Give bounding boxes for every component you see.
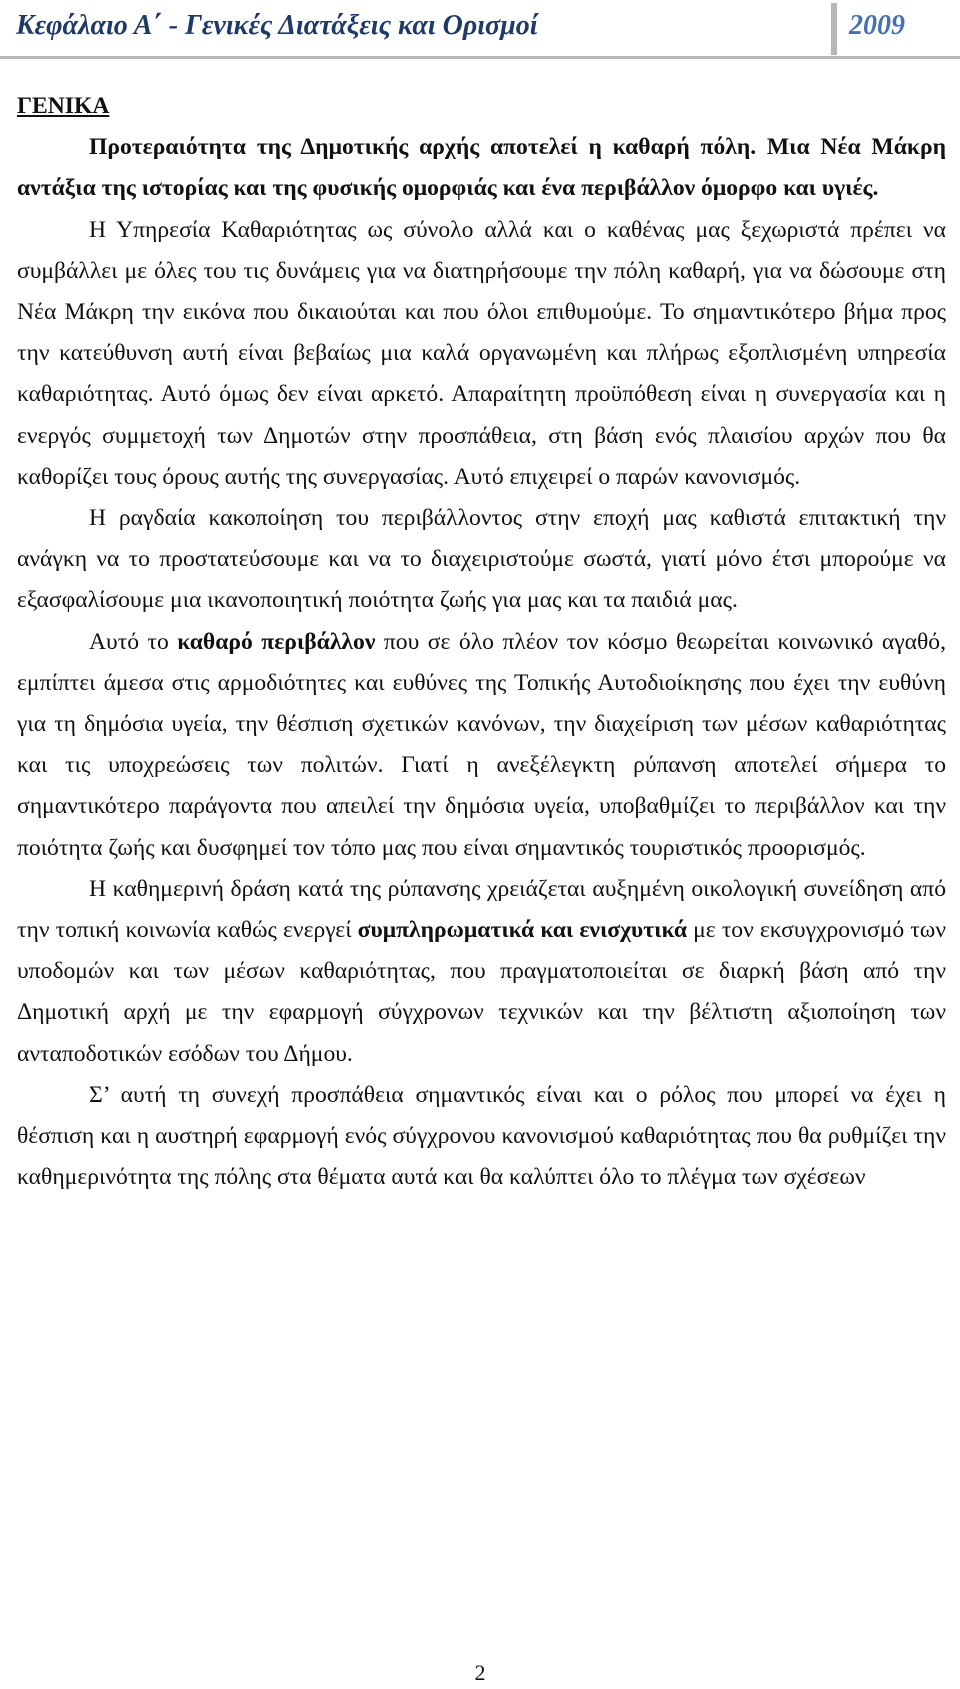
header-separator [831, 3, 837, 55]
paragraph-2: Η ραγδαία κακοποίηση του περιβάλλοντος στην εποχή μας καθιστά επιτακτική την ανάγκη να το προστατεύσουμε και να το διαχειριστούμε σωστά, γιατί μόνο έτσι μπορούμε να εξασφαλίσουμε μια ικανοποιητική ποιότητα ζωής για μας και τα παιδιά μας. [17, 505, 946, 614]
section-title: ΓΕΝΙΚΑ [17, 93, 110, 119]
chapter-title: Κεφάλαιο Α΄ - Γενικές Διατάξεις και Ορισμοί [16, 10, 538, 41]
page-number: 2 [474, 1660, 486, 1685]
paragraph-3-text-rest: που σε όλο πλέον τον κόσμο θεωρείται κοινωνικό αγαθό, εμπίπτει άμεσα στις αρμοδιότητες και ευθύνες της Τοπικής Αυτοδιοίκησης που έχει την ευθύνη για τη δημόσια υγεία, την θέσπιση σχετικών κανόνων, την διαχείριση των μέσων καθαριότητας και τις υποχρεώσεις των πολιτών. Γιατί η ανεξέλεγκτη ρύπανση αποτελεί σήμερα το σημαντικότερο παράγοντα που απειλεί την δημόσια υγεία, υποβαθμίζει το περιβάλλον και την ποιότητα ζωής και δυσφημεί τον τόπο μας που είναι σημαντικός τουριστικός προορισμός. [17, 628, 946, 861]
paragraph-3-emphasis: καθαρό περιβάλλον [177, 628, 376, 655]
paragraph-4 [17, 869, 946, 1075]
paragraph-3-text: Αυτό το [89, 628, 178, 655]
header-rule [0, 56, 960, 59]
paragraph-4-text: Η καθημερινή δράση κατά της ρύπανσης χρειάζεται αυξημένη οικολογική συνείδηση από την τοπική κοινωνία καθώς ενεργεί [17, 875, 946, 944]
document-body [17, 86, 946, 1198]
paragraph-3 [17, 622, 946, 869]
paragraph-4-emphasis: συμπληρωματικά και ενισχυτικά [357, 917, 688, 944]
paragraph-4-text-rest: με τον εκσυγχρονισμό των υποδομών και των μέσων καθαριότητας, που πραγματοποιείται σε διαρκή βάση από την Δημοτική αρχή με την εφαρμογή σύγχρονων τεχνικών και την βέλτιστη αξιοποίηση των ανταποδοτικών εσόδων του Δήμου. [17, 917, 947, 1067]
page-header [0, 0, 960, 54]
intro-paragraph: Προτεραιότητα της Δημοτικής αρχής αποτελεί η καθαρή πόλη. Μια Νέα Μάκρη αντάξια της ιστορίας και της φυσικής ομορφιάς και ένα περιβάλλον όμορφο και υγιές. [17, 134, 946, 202]
paragraph-5: Σ’ αυτή τη συνεχή προσπάθεια σημαντικός είναι και ο ρόλος που μπορεί να έχει η θέσπιση και η αυστηρή εφαρμογή ενός σύγχρονου κανονισμού καθαριότητας που θα ρυθμίζει την καθημερινότητα της πόλης στα θέματα αυτά και θα καλύπτει όλο το πλέγμα των σχέσεων [17, 1081, 946, 1191]
header-year: 2009 [849, 10, 905, 41]
paragraph-1: Η Υπηρεσία Καθαριότητας ως σύνολο αλλά και ο καθένας μας ξεχωριστά πρέπει να συμβάλλει με όλες του τις δυνάμεις για να διατηρήσουμε την πόλη καθαρή, για να δώσουμε στη Νέα Μάκρη την εικόνα που δικαιούται και που όλοι επιθυμούμε. Το σημαντικότερο βήμα προς την κατεύθυνση αυτή είναι βεβαίως μια καλά οργανωμένη και πλήρως εξοπλισμένη υπηρεσία καθαριότητας. Αυτό όμως δεν είναι αρκετό. Απαραίτητη προϋπόθεση είναι η συνεργασία και η ενεργός συμμετοχή των Δημοτών στην προσπάθεια, στη βάση ενός πλαισίου αρχών που θα καθορίζει τους όρους αυτής της συνεργασίας. Αυτό επιχειρεί ο παρών κανονισμός. [17, 216, 946, 490]
